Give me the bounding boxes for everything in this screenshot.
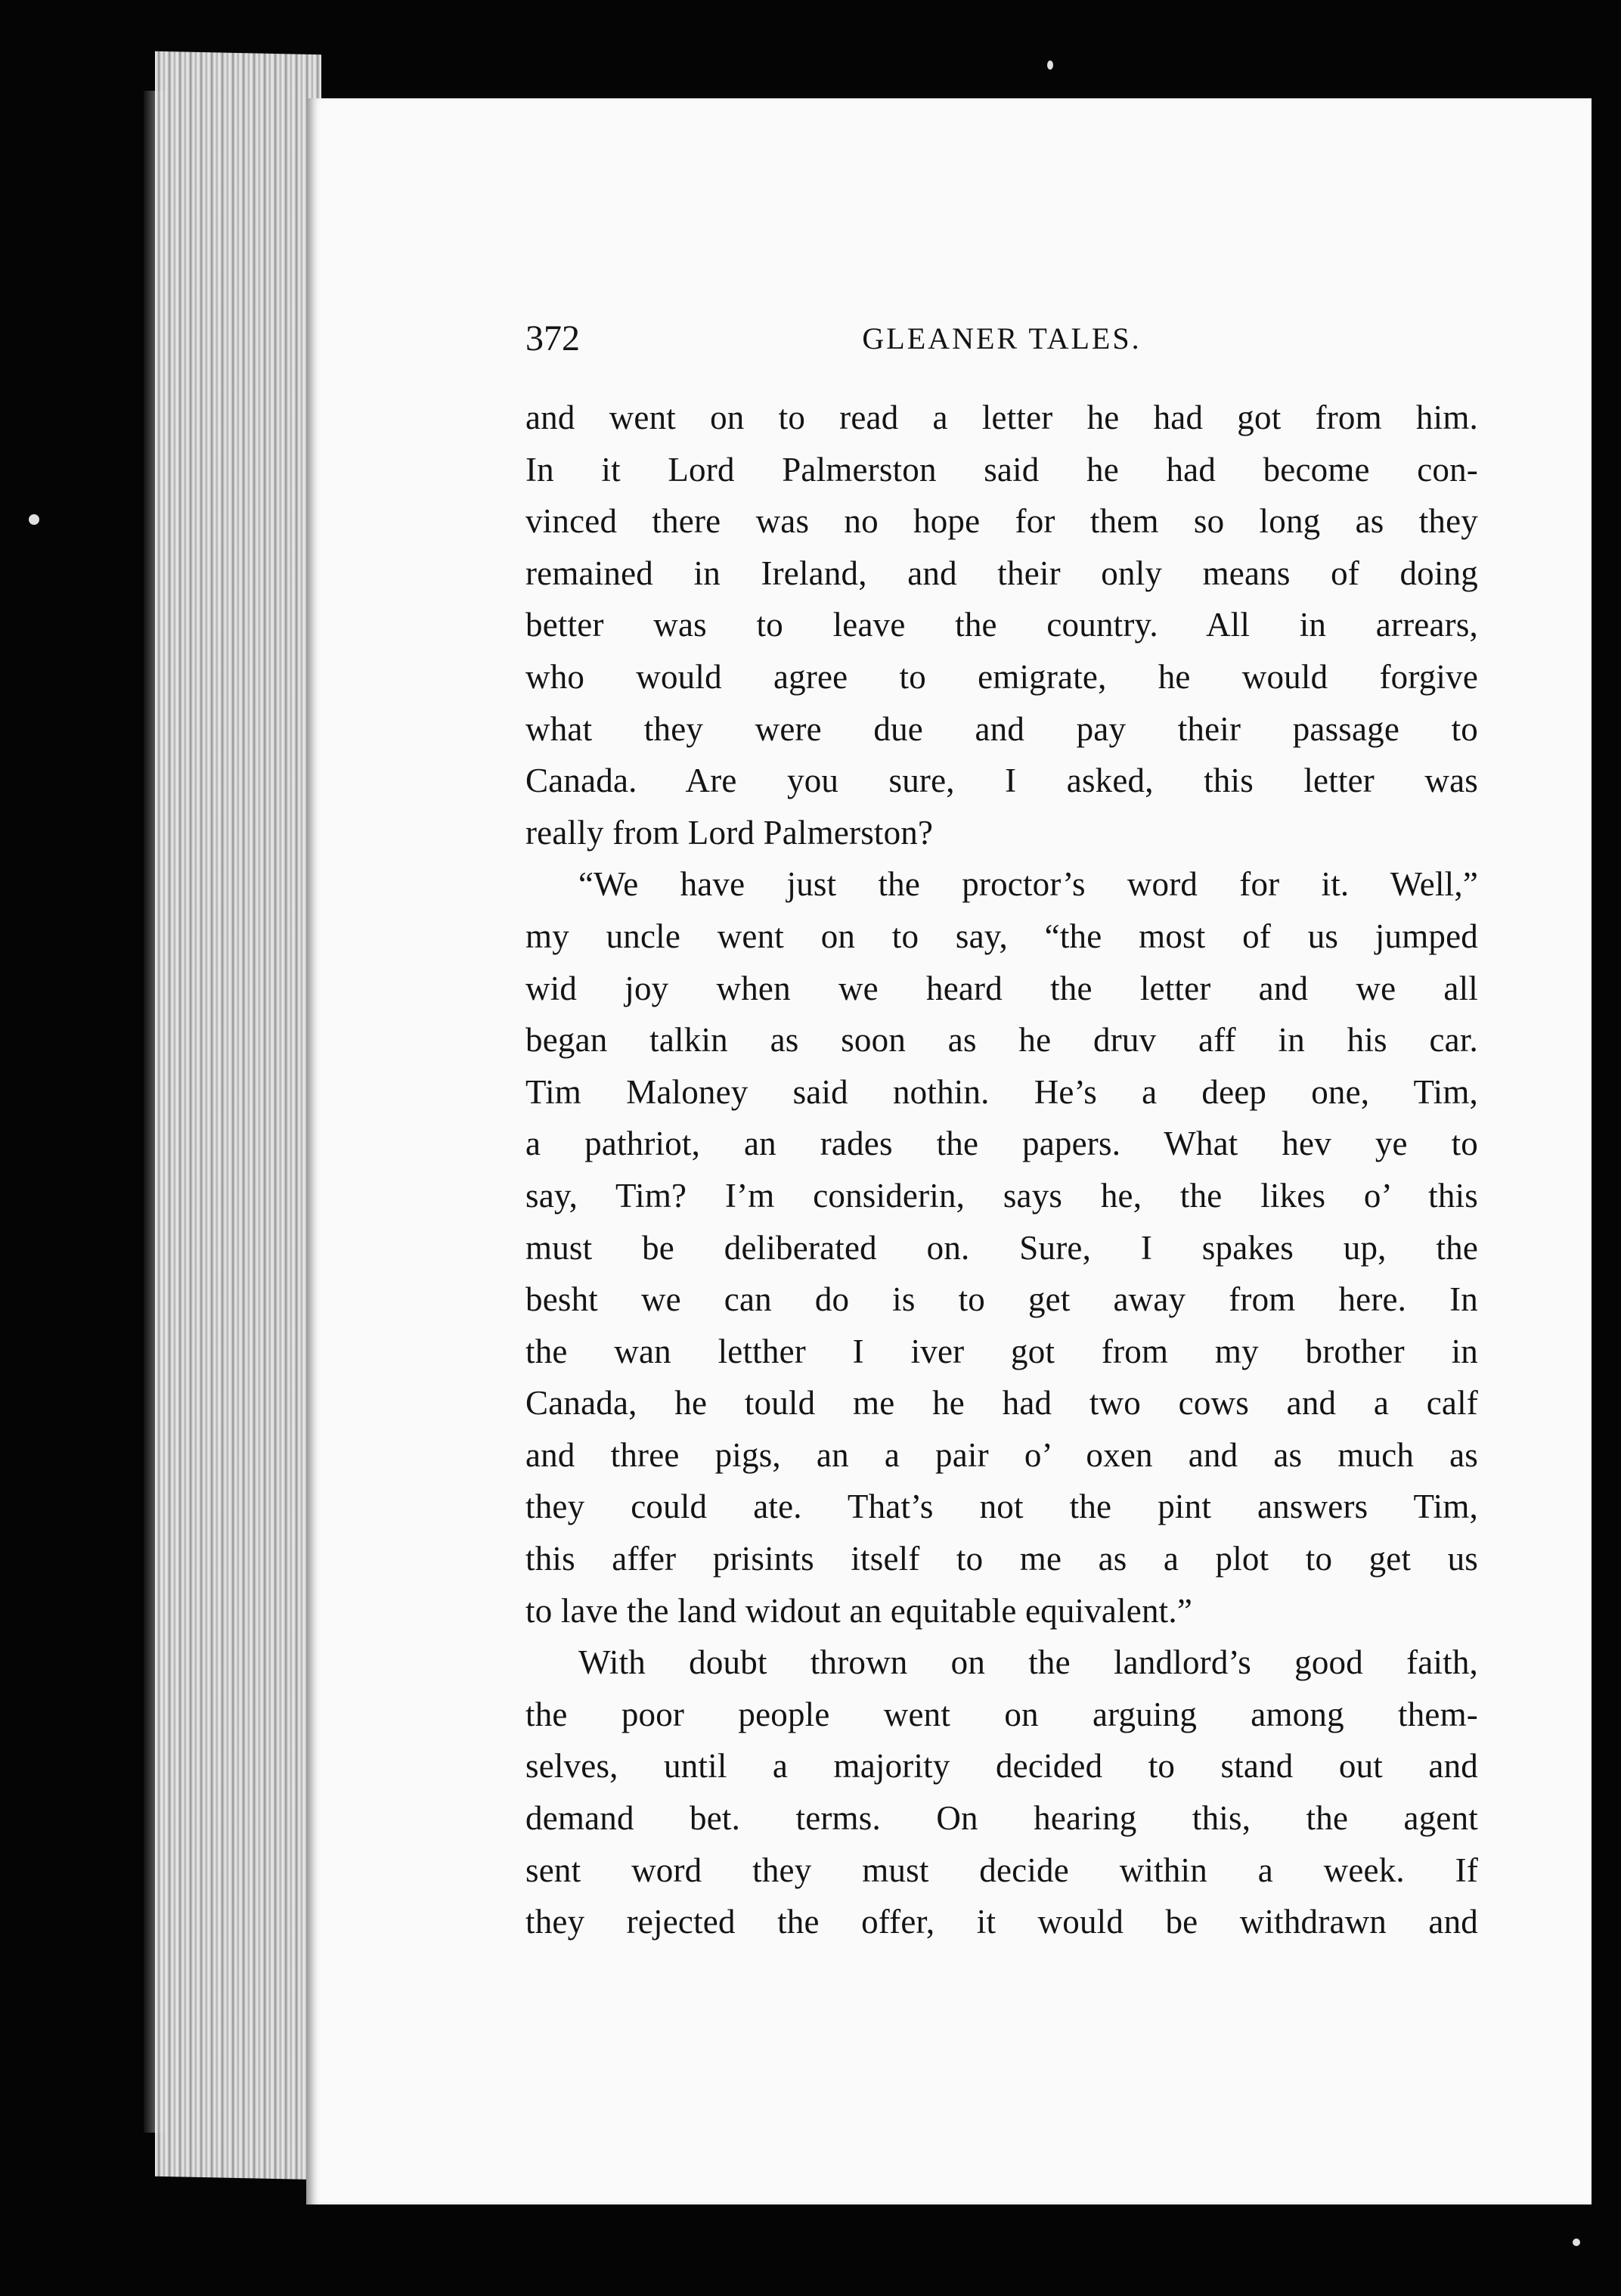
text-line: they could ate. That’s not the pint answers Tim, [525,1488,1478,1526]
text-line: vinced there was no hope for them so long as they [525,502,1478,541]
text-line: Tim Maloney said nothin. He’s a deep one, Tim, [525,1072,1478,1111]
text-line: the wan letther I iver got from my brother in [525,1332,1478,1370]
page-content [525,318,1478,1948]
text-line: really from Lord Palmerston? [525,813,934,852]
text-line: my uncle went on to say, “the most of us jumped [525,917,1478,955]
text-line: “We have just the proctor’s word for it. Well,” [578,865,1478,904]
text-line: Canada, he tould me he had two cows and a calf [525,1384,1478,1423]
film-speck [29,514,39,525]
text-line: say, Tim? I’m considerin, says he, the likes o’ this [525,1176,1478,1215]
text-line: remained in Ireland, and their only means of doing [525,554,1478,592]
page-number: 372 [525,318,580,358]
running-title: GLEANER TALES. [862,321,1142,355]
text-line: sent word they must decide within a week. If [525,1851,1478,1889]
text-line: In it Lord Palmerston said he had become con- [525,450,1478,489]
text-line: wid joy when we heard the letter and we all [525,969,1478,1007]
text-line: they rejected the offer, it would be withdrawn and [525,1903,1478,1941]
page-header [525,318,1478,371]
text-line: to lave the land widout an equitable equivalent.” [525,1591,1193,1630]
text-line: who would agree to emigrate, he would forgive [525,657,1478,696]
page-edges [155,51,321,2180]
text-line: With doubt thrown on the landlord’s good faith, [578,1643,1478,1682]
text-line: Canada. Are you sure, I asked, this letter was [525,762,1478,800]
text-line: and three pigs, an a pair o’ oxen and as much as [525,1435,1478,1474]
text-line: what they were due and pay their passage to [525,709,1478,748]
body-text [525,392,1478,1948]
book-page [306,98,1592,2204]
text-line: besht we can do is to get away from here. In [525,1280,1478,1319]
film-speck [1573,2239,1580,2246]
text-line: and went on to read a letter he had got from him. [525,399,1478,436]
text-line: better was to leave the country. All in arrears, [525,606,1478,644]
text-line: the poor people went on arguing among them- [525,1695,1478,1733]
text-line: a pathriot, an rades the papers. What hev ye to [525,1125,1478,1163]
text-line: this affer prisints itself to me as a plot to get us [525,1540,1478,1578]
text-line: began talkin as soon as he druv aff in his car. [525,1021,1478,1060]
text-line: demand bet. terms. On hearing this, the agent [525,1799,1478,1838]
film-speck [1047,61,1053,70]
text-line: must be deliberated on. Sure, I spakes up, the [525,1228,1478,1267]
text-line: selves, until a majority decided to stand out and [525,1747,1478,1786]
